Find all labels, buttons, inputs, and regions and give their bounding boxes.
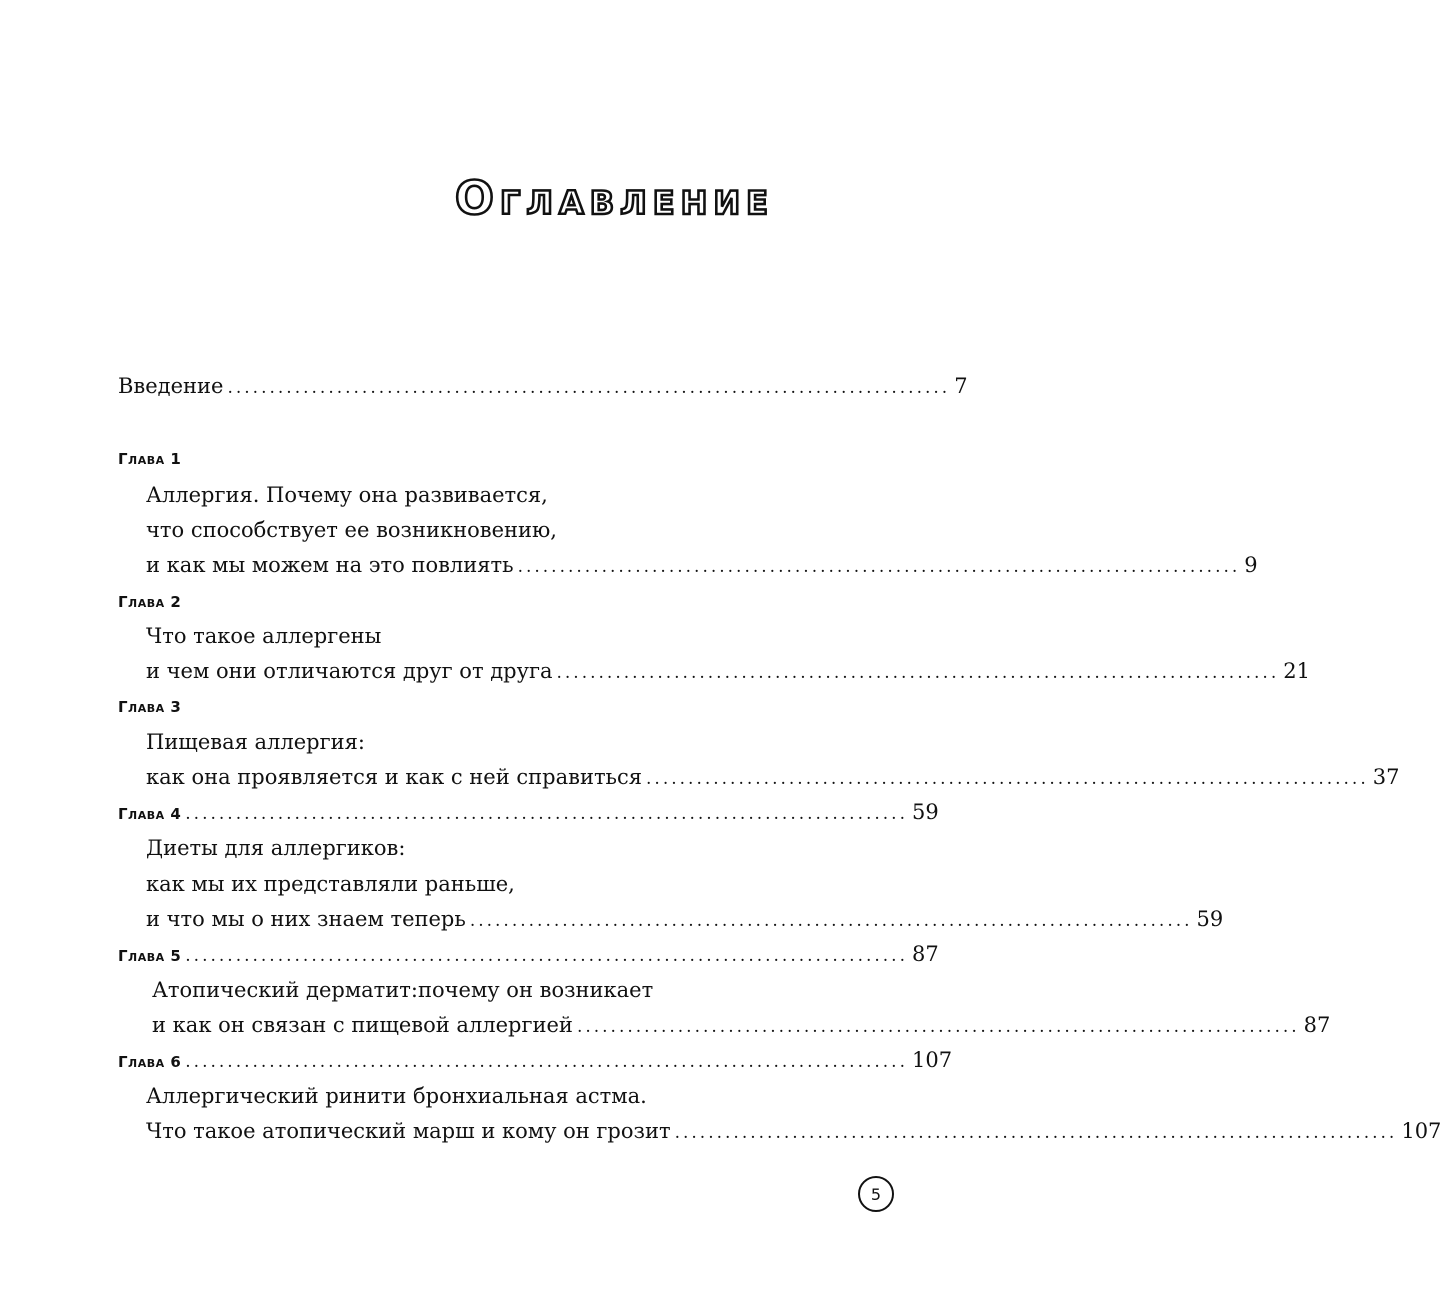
toc-chapter-heading[interactable] — [118, 939, 939, 969]
toc-chapter-label: Глава 3 — [118, 698, 182, 716]
toc-chapter-label: Глава 2 — [118, 593, 182, 611]
toc-entry-line[interactable] — [146, 656, 1310, 686]
toc-chapter-heading[interactable] — [118, 1045, 953, 1075]
toc-entry-line[interactable] — [146, 762, 1400, 792]
toc-leader: ...................................................................................... — [185, 946, 908, 966]
toc-leader: ...................................................................................... — [469, 911, 1193, 931]
toc-page-number: 87 — [1303, 1013, 1331, 1037]
toc-entry-line[interactable] — [146, 869, 768, 899]
toc-leader: ...................................................................................... — [556, 663, 1280, 683]
toc-entry-text: Аллергия. Почему она развивается, — [146, 483, 548, 507]
toc-entry-text: Диеты для аллергиков: — [146, 836, 406, 860]
toc-chapter-heading[interactable] — [118, 692, 768, 722]
toc-chapter-label: Глава 6 — [118, 1053, 182, 1071]
toc-entry-text: и что мы о них знаем теперь — [146, 907, 466, 931]
toc-page-number: 87 — [912, 942, 939, 966]
toc-entry-line[interactable] — [146, 1116, 1441, 1146]
toc-leader: ...................................................................................... — [185, 1052, 908, 1072]
toc-chapter-label: Глава 5 — [118, 947, 182, 965]
toc-entry-text: и как он связан с пищевой аллергией — [152, 1013, 573, 1037]
toc-page-number: 21 — [1283, 659, 1310, 683]
toc-leader: ...................................................................................... — [576, 1017, 1300, 1037]
page-number: 5 — [870, 1184, 882, 1204]
toc-chapter-label: Глава 4 — [118, 805, 182, 823]
toc-chapter-label: Глава 1 — [118, 450, 182, 468]
toc-entry-line[interactable] — [146, 515, 768, 545]
toc-entry-line[interactable] — [152, 975, 768, 1005]
toc-page-number: 37 — [1372, 765, 1400, 789]
toc-page-number: 7 — [954, 374, 968, 398]
toc-entry-introduction[interactable] — [118, 371, 968, 401]
toc-leader: ...................................................................................... — [227, 378, 951, 398]
toc-chapter-heading[interactable] — [118, 444, 768, 474]
toc-leader: ...................................................................................... — [185, 804, 908, 824]
toc-leader: ...................................................................................... — [674, 1123, 1398, 1143]
page-number-badge — [858, 1176, 894, 1212]
toc-page-number: 9 — [1244, 553, 1258, 577]
toc-chapter-heading[interactable] — [118, 797, 939, 827]
toc-entry-text: Введение — [118, 374, 224, 398]
toc-entry-line[interactable] — [146, 833, 768, 863]
toc-page-number: 107 — [1401, 1119, 1441, 1143]
toc-entry-line[interactable] — [146, 480, 768, 510]
toc-entry-text: Аллергический ринити бронхиальная астма. — [146, 1084, 647, 1108]
toc-leader: ...................................................................................... — [646, 769, 1369, 789]
toc-entry-text: и чем они отличаются друг от друга — [146, 659, 553, 683]
toc-page-number: 59 — [912, 800, 939, 824]
toc-leader: ...................................................................................... — [517, 557, 1241, 577]
toc-chapter-heading[interactable] — [118, 587, 768, 617]
toc-entry-text: как она проявляется и как с ней справиться — [146, 765, 643, 789]
toc-entry-line[interactable] — [152, 1010, 1331, 1040]
toc-entry-line[interactable] — [146, 727, 768, 757]
toc-entry-text: что способствует ее возникновению, — [146, 518, 557, 542]
toc-entry-text: как мы их представляли раньше, — [146, 872, 515, 896]
toc-entry-text: Что такое атопический марш и кому он грозит — [146, 1119, 671, 1143]
toc-entry-line[interactable] — [146, 1081, 768, 1111]
toc-entry-line[interactable] — [146, 550, 1258, 580]
toc-entry-line[interactable] — [146, 621, 768, 651]
toc-page-number: 59 — [1196, 907, 1224, 931]
toc-entry-text: Что такое аллергены — [146, 624, 382, 648]
toc-entry-text: Пищевая аллергия: — [146, 730, 365, 754]
toc-entry-line[interactable] — [146, 904, 1224, 934]
toc-page-number: 107 — [912, 1048, 953, 1072]
toc-entry-text: и как мы можем на это повлиять — [146, 553, 514, 577]
toc-entry-text: Атопический дерматит:почему он возникает — [152, 978, 654, 1002]
page-title: Оглавление — [454, 171, 774, 225]
